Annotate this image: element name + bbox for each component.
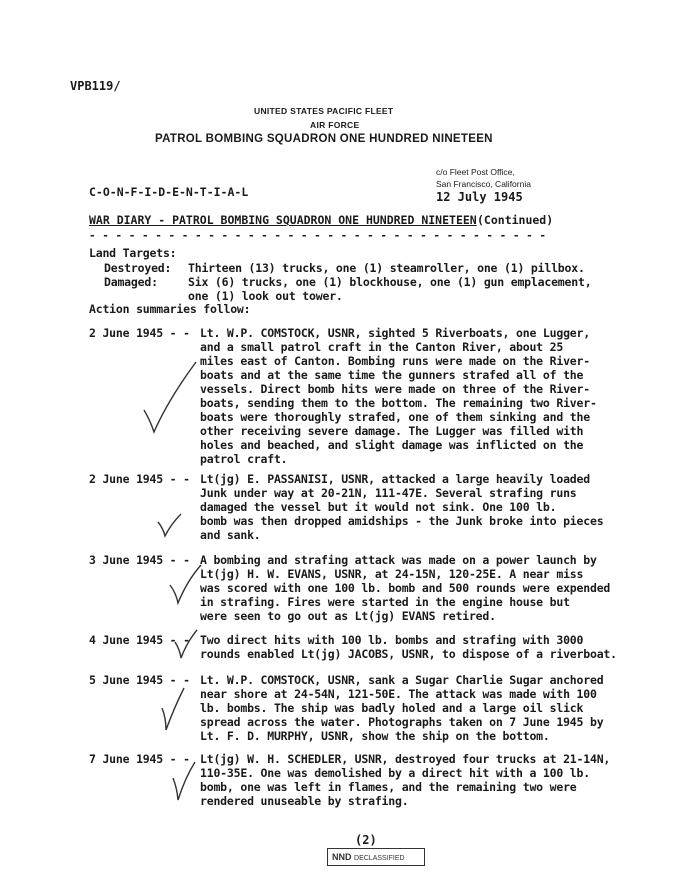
entry-date: 3 June 1945 - - — [89, 553, 190, 567]
check-mark-icon — [167, 563, 203, 609]
document-reference: VPB119/ — [70, 79, 121, 93]
entry-line: in strafing. Fires were started in the engine house but — [200, 595, 570, 609]
entry-line: rendered unuseable by strafing. — [200, 794, 409, 808]
entry-line: rounds enabled Lt(jg) JACOBS, USNR, to dispose of a riverboat. — [200, 647, 617, 661]
document-date: 12 July 1945 — [436, 190, 523, 204]
entry-line: Lt. W.P. COMSTOCK, USNR, sighted 5 Riverboats, one Lugger, — [200, 326, 590, 340]
entry-date: 4 June 1945 - - — [89, 633, 190, 647]
entry-line: and a small patrol craft in the Canton River, about 25 — [200, 340, 564, 354]
entry-date: 7 June 1945 - - — [89, 752, 190, 766]
entry-line: and sank. — [200, 528, 261, 542]
entry-line: patrol craft. — [200, 452, 288, 466]
entry-line: was scored with one 100 lb. bomb and 500 rounds were expended — [200, 581, 611, 595]
page-number: (2) — [355, 833, 377, 847]
entry-date: 2 June 1945 - - — [89, 472, 190, 486]
damaged-text-2: one (1) look out tower. — [188, 289, 343, 303]
action-summaries-label: Action summaries follow: — [89, 302, 251, 316]
entry-line: Lt(jg) E. PASSANISI, USNR, attacked a large heavily loaded — [200, 472, 590, 486]
entry-line: bomb, one was left in flames, and the remaining two were — [200, 780, 577, 794]
header-fleet: UNITED STATES PACIFIC FLEET — [254, 106, 394, 116]
declassified-stamp — [327, 848, 425, 866]
entry-line: were seen to go out as Lt(jg) EVANS retired. — [200, 609, 496, 623]
entry-line: other receiving severe damage. The Lugger was filled with — [200, 424, 584, 438]
entry-line: boats, sending them to the bottom. The remaining two River- — [200, 396, 597, 410]
entry-line: Lt. W.P. COMSTOCK, USNR, sank a Sugar Charlie Sugar anchored — [200, 673, 604, 687]
entry-line: Lt. F. D. MURPHY, USNR, show the ship on the bottom. — [200, 729, 550, 743]
damaged-label: Damaged: — [104, 275, 158, 289]
damaged-text-1: Six (6) trucks, one (1) blockhouse, one (1) gun emplacement, — [188, 275, 592, 289]
address-line-2: San Francisco, California — [436, 179, 531, 189]
entry-line: Two direct hits with 100 lb. bombs and strafing with 3000 — [200, 633, 584, 647]
entry-line: holes and beached, and slight damage was inflicted on the — [200, 438, 584, 452]
stamp-text: DECLASSIFIED — [354, 855, 405, 862]
destroyed-text: Thirteen (13) trucks, one (1) steamroller, one (1) pillbox. — [188, 261, 585, 275]
entry-line: A bombing and strafing attack was made on a power launch by — [200, 553, 597, 567]
entry-date: 5 June 1945 - - — [89, 673, 190, 687]
entry-line: Lt(jg) W. H. SCHEDLER, USNR, destroyed four trucks at 21-14N, — [200, 752, 611, 766]
entry-line: Junk under way at 20-21N, 111-47E. Several strafing runs — [200, 486, 577, 500]
entry-date: 2 June 1945 - - — [89, 326, 190, 340]
entry-line: Lt(jg) H. W. EVANS, USNR, at 24-15N, 120-25E. A near miss — [200, 567, 584, 581]
check-mark-icon — [155, 512, 185, 540]
check-mark-icon — [140, 360, 200, 440]
check-mark-icon — [158, 686, 188, 736]
classification: C-O-N-F-I-D-E-N-T-I-A-L — [89, 185, 249, 199]
entry-line: vessels. Direct bomb hits were made on three of the River- — [200, 382, 590, 396]
land-targets-heading: Land Targets: — [89, 246, 177, 260]
entry-line: 110-35E. One was demolished by a direct hit with a 100 lb. — [200, 766, 590, 780]
header-squadron: PATROL BOMBING SQUADRON ONE HUNDRED NINETEEN — [155, 133, 493, 145]
header-air-force: AIR FORCE — [310, 120, 360, 130]
entry-line: boats and at the same time the gunners strafed all of the — [200, 368, 584, 382]
entry-line: miles east of Canton. Bombing runs were made on the River- — [200, 354, 590, 368]
address-line-1: c/o Fleet Post Office, — [436, 167, 515, 177]
check-mark-icon — [172, 628, 200, 662]
diary-title: WAR DIARY - PATROL BOMBING SQUADRON ONE HUNDRED NINETEEN — [89, 213, 477, 227]
destroyed-label: Destroyed: — [104, 261, 172, 275]
stamp-lower-text: NND — [332, 852, 352, 862]
entry-line: bomb was then dropped amidships - the Junk broke into pieces — [200, 514, 604, 528]
diary-title-suffix: (Continued) — [477, 213, 554, 227]
entry-line: damaged the vessel but it would not sink. One 100 lb. — [200, 500, 557, 514]
entry-line: near shore at 24-54N, 121-50E. The attack was made with 100 — [200, 687, 597, 701]
entry-line: spread across the water. Photographs taken on 7 June 1945 by — [200, 715, 604, 729]
check-mark-icon — [170, 760, 198, 804]
entry-line: boats were thoroughly strafed, one of them sinking and the — [200, 410, 590, 424]
entry-line: lb. bombs. The ship was badly holed and a large oil slick — [200, 701, 584, 715]
separator-line: - - - - - - - - - - - - - - - - - - - - - - - - - - - - - - - - - - - — [89, 229, 546, 242]
